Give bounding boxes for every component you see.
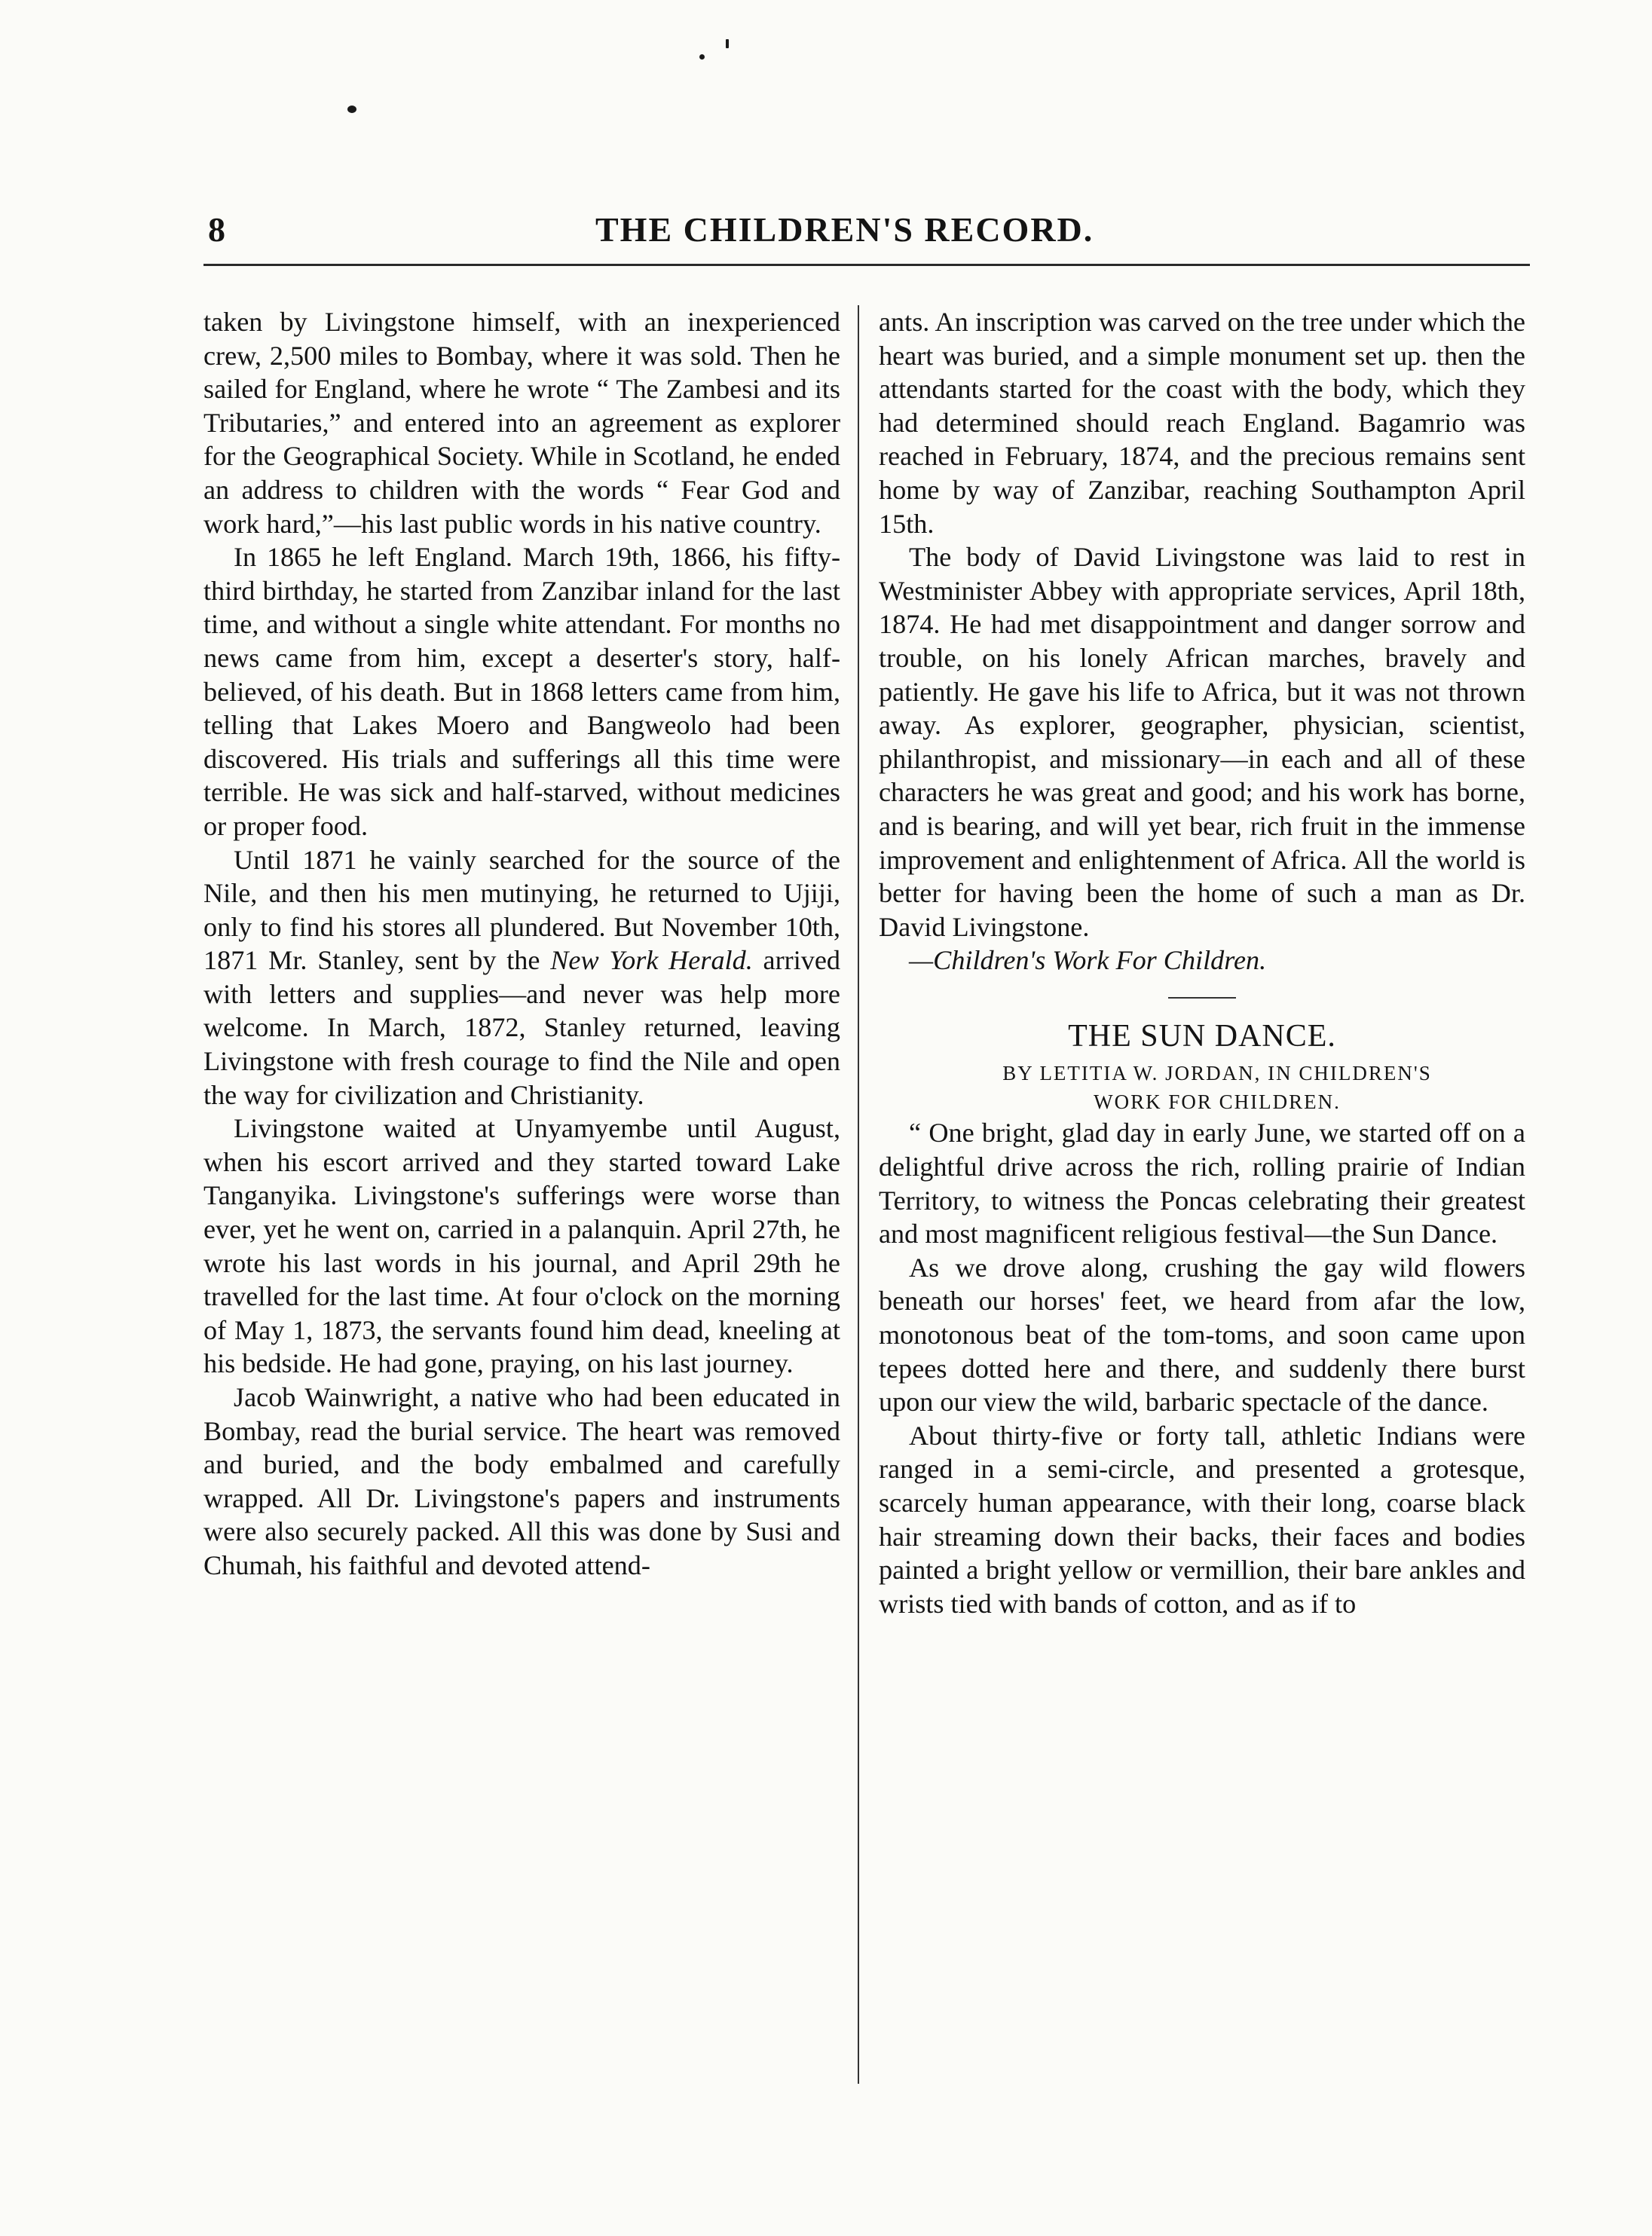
ink-speck: [699, 54, 705, 60]
byline: WORK FOR CHILDREN.: [1094, 1090, 1341, 1114]
paragraph-text: Until 1871 he vainly searched for the source of the Nile, and then his men mutinying, he returned to Ujiji, only to find his stores all plundered. But November 10th, 1871 Mr. Stanley, sent by the: [203, 844, 840, 976]
newspaper-name: New York Herald.: [550, 945, 753, 976]
page-header: [203, 210, 1530, 277]
paragraph: [203, 843, 840, 1112]
header-rule: [203, 264, 1530, 266]
paragraph: taken by Livingstone himself, with an inexperienced crew, 2,500 miles to Bombay, where it was sold. Then he sailed for England, where he wrote “ The Zambesi and its Tributaries,” and entered into an agreement as explorer for the Geographical Society. While in Scotland, he ended an address to children with the words “ Fear God and work hard,”—his last public words in his native country.: [203, 307, 840, 539]
paragraph-text: arrived with letters and supplies—and never was help more welcome. In March, 1872, Stanley returned, leaving Livingstone with fresh courage to find the Nile and open the way for civilization and Christianity.: [203, 945, 840, 1110]
page-number: 8: [208, 210, 226, 249]
paragraph: About thirty-five or forty tall, athletic Indians were ranged in a semi-circle, and presented a grotesque, scarcely human appearance, with their long, coarse black hair streaming down their backs, their faces and bodies painted a bright yellow or vermillion, their bare ankles and wrists tied with bands of cotton, and as if to: [879, 1420, 1525, 1619]
ink-speck: [726, 39, 729, 48]
paragraph: ants. An inscription was carved on the tree under which the heart was buried, and a simple monument set up. then the attendants started for the coast with the body, which they had determined should reach England. Bagamrio was reached in February, 1874, and the precious remains sent home by way of Zanzibar, reaching Southampton April 15th.: [879, 307, 1525, 539]
column-divider: [858, 305, 859, 2084]
running-title: THE CHILDREN'S RECORD.: [595, 210, 1094, 249]
paragraph: “ One bright, glad day in early June, we started off on a delightful drive across the rich, rolling prairie of Indian Territory, to witness the Poncas celebrating their greatest and most magnificent religious festival—the Sun Dance.: [879, 1118, 1525, 1250]
left-column: [203, 305, 840, 1583]
attribution: —Children's Work For Children.: [909, 945, 1267, 976]
paragraph: Livingstone waited at Unyamyembe until August, when his escort arrived and they started toward Lake Tanganyika. Livingstone's sufferings were worse than ever, yet he went on, carried in a palanquin. April 27th, he wrote his last words in his journal, and April 29th he travelled for the last time. At four o'clock on the morning of May 1, 1873, the servants found him dead, kneeling at his bedside. He had gone, praying, on his last journey.: [203, 1113, 840, 1379]
article-title: THE SUN DANCE.: [1068, 1018, 1336, 1054]
paragraph: In 1865 he left England. March 19th, 1866, his fifty-third birthday, he started from Zanzibar inland for the last time, and without a single white attendant. For months no news came from him, except a deserter's story, half-believed, of his death. But in 1868 letters came from him, telling that Lakes Moero and Bangweolo had been discovered. His trials and sufferings all this time were terrible. He was sick and half-starved, without medicines or proper food.: [203, 542, 840, 841]
paragraph: As we drove along, crushing the gay wild flowers beneath our horses' feet, we heard from afar the low, monotonous beat of the tom-toms, and soon came upon tepees dotted here and there, and suddenly there burst upon our view the wild, barbaric spectacle of the dance.: [879, 1252, 1525, 1418]
section-rule: [1168, 997, 1236, 999]
paragraph: Jacob Wainwright, a native who had been educated in Bombay, read the burial service. The heart was removed and buried, and the body embalmed and carefully wrapped. All Dr. Livingstone's papers and instruments were also securely packed. All this was done by Susi and Chumah, his faithful and devoted attend-: [203, 1382, 840, 1580]
byline: BY LETITIA W. JORDAN, IN CHILDREN'S: [1002, 1062, 1432, 1085]
ink-speck: [347, 106, 356, 113]
paragraph: The body of David Livingstone was laid to rest in Westminister Abbey with appropriate services, April 18th, 1874. He had met disappointment and danger sorrow and trouble, on his lonely African marches, bravely and patiently. He gave his life to Africa, but it was not thrown away. As explorer, geographer, physician, scientist, philanthropist, and missionary—in each and all of these characters he was great and good; and his work has borne, and is bearing, and will yet bear, rich fruit in the immense improvement and enlightenment of Africa. All the world is better for having been the home of such a man as Dr. David Livingstone.: [879, 542, 1525, 942]
right-column: [879, 305, 1525, 1620]
